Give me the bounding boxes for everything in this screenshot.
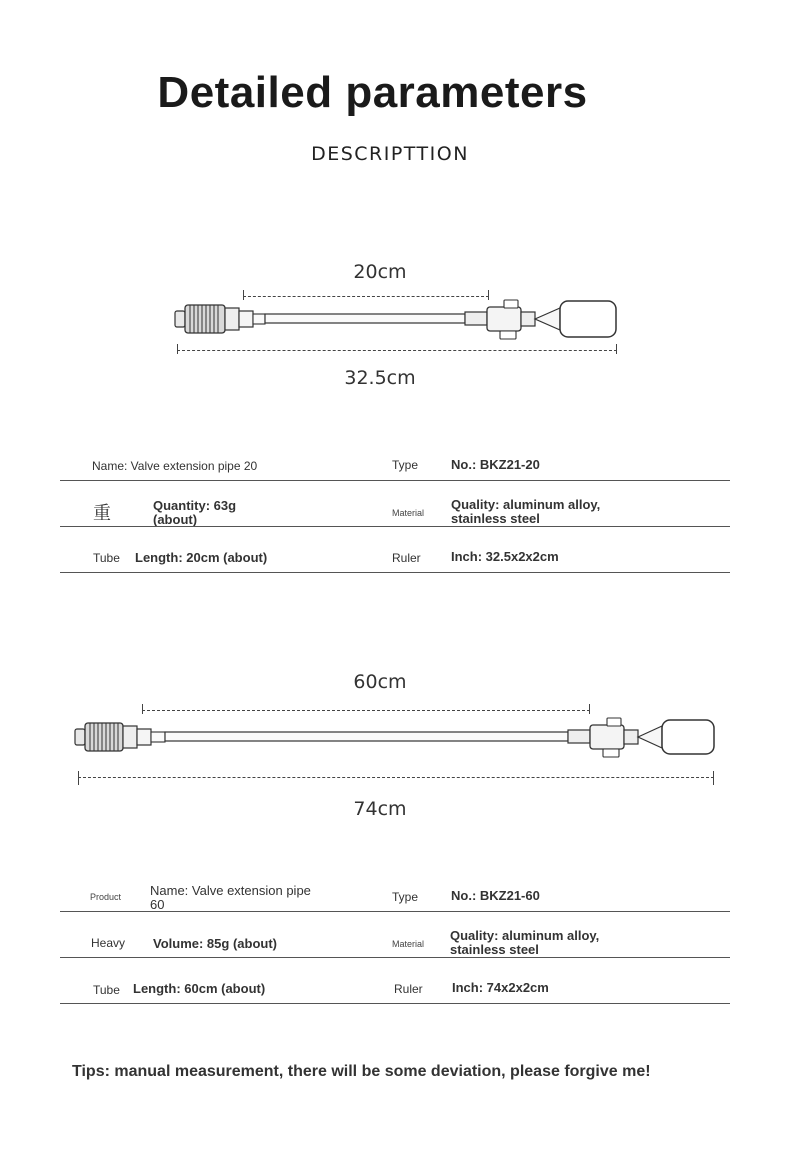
table-divider bbox=[60, 1003, 730, 1004]
total-dimension-line bbox=[78, 771, 714, 785]
table-divider bbox=[60, 911, 730, 912]
product-name: Name: Valve extension pipe 60 bbox=[150, 883, 311, 912]
product-name: Name: Valve extension pipe 20 bbox=[92, 459, 258, 473]
table-divider bbox=[60, 957, 730, 958]
total-length-label: 32.5cm bbox=[344, 367, 416, 389]
page-title: Detailed parameters bbox=[157, 68, 588, 117]
table-divider bbox=[60, 526, 730, 527]
inner-length-label: 20cm bbox=[353, 261, 407, 283]
tube-label: Tube bbox=[93, 551, 120, 565]
product-dimensions: Inch: 74x2x2cm bbox=[452, 980, 549, 995]
inner-length-label: 60cm bbox=[353, 671, 407, 693]
page-subtitle: DESCRIPTTION bbox=[311, 143, 469, 165]
model-number: No.: BKZ21-60 bbox=[451, 888, 540, 903]
product-dimensions: Inch: 32.5x2x2cm bbox=[451, 549, 559, 564]
valve-extension-pipe-20-image bbox=[170, 298, 622, 348]
product-weight: Volume: 85g (about) bbox=[153, 936, 277, 951]
tips-note: Tips: manual measurement, there will be some deviation, please forgive me! bbox=[72, 1063, 651, 1080]
table-divider bbox=[60, 480, 730, 481]
tube-label: Tube bbox=[93, 983, 120, 997]
ruler-label: Ruler bbox=[392, 551, 421, 565]
type-label: Type bbox=[392, 458, 419, 472]
table-divider bbox=[60, 572, 730, 573]
product-weight: Quantity: 63g (about) bbox=[153, 498, 237, 527]
product-material: Quality: aluminum alloy, stainless steel bbox=[451, 497, 601, 526]
valve-extension-pipe-60-image bbox=[70, 714, 720, 764]
product-material: Quality: aluminum alloy, stainless steel bbox=[450, 928, 600, 957]
material-label: Material bbox=[392, 508, 425, 518]
weight-label: 重 bbox=[93, 503, 111, 523]
type-label: Type bbox=[392, 890, 419, 904]
total-dimension-line bbox=[177, 344, 617, 356]
ruler-label: Ruler bbox=[394, 982, 423, 996]
product-label: Product bbox=[90, 892, 122, 902]
model-number: No.: BKZ21-20 bbox=[451, 457, 540, 472]
total-length-label: 74cm bbox=[353, 798, 407, 820]
material-label: Material bbox=[392, 939, 425, 949]
tube-length: Length: 60cm (about) bbox=[133, 981, 266, 996]
heavy-label: Heavy bbox=[91, 936, 126, 950]
tube-length: Length: 20cm (about) bbox=[135, 550, 268, 565]
